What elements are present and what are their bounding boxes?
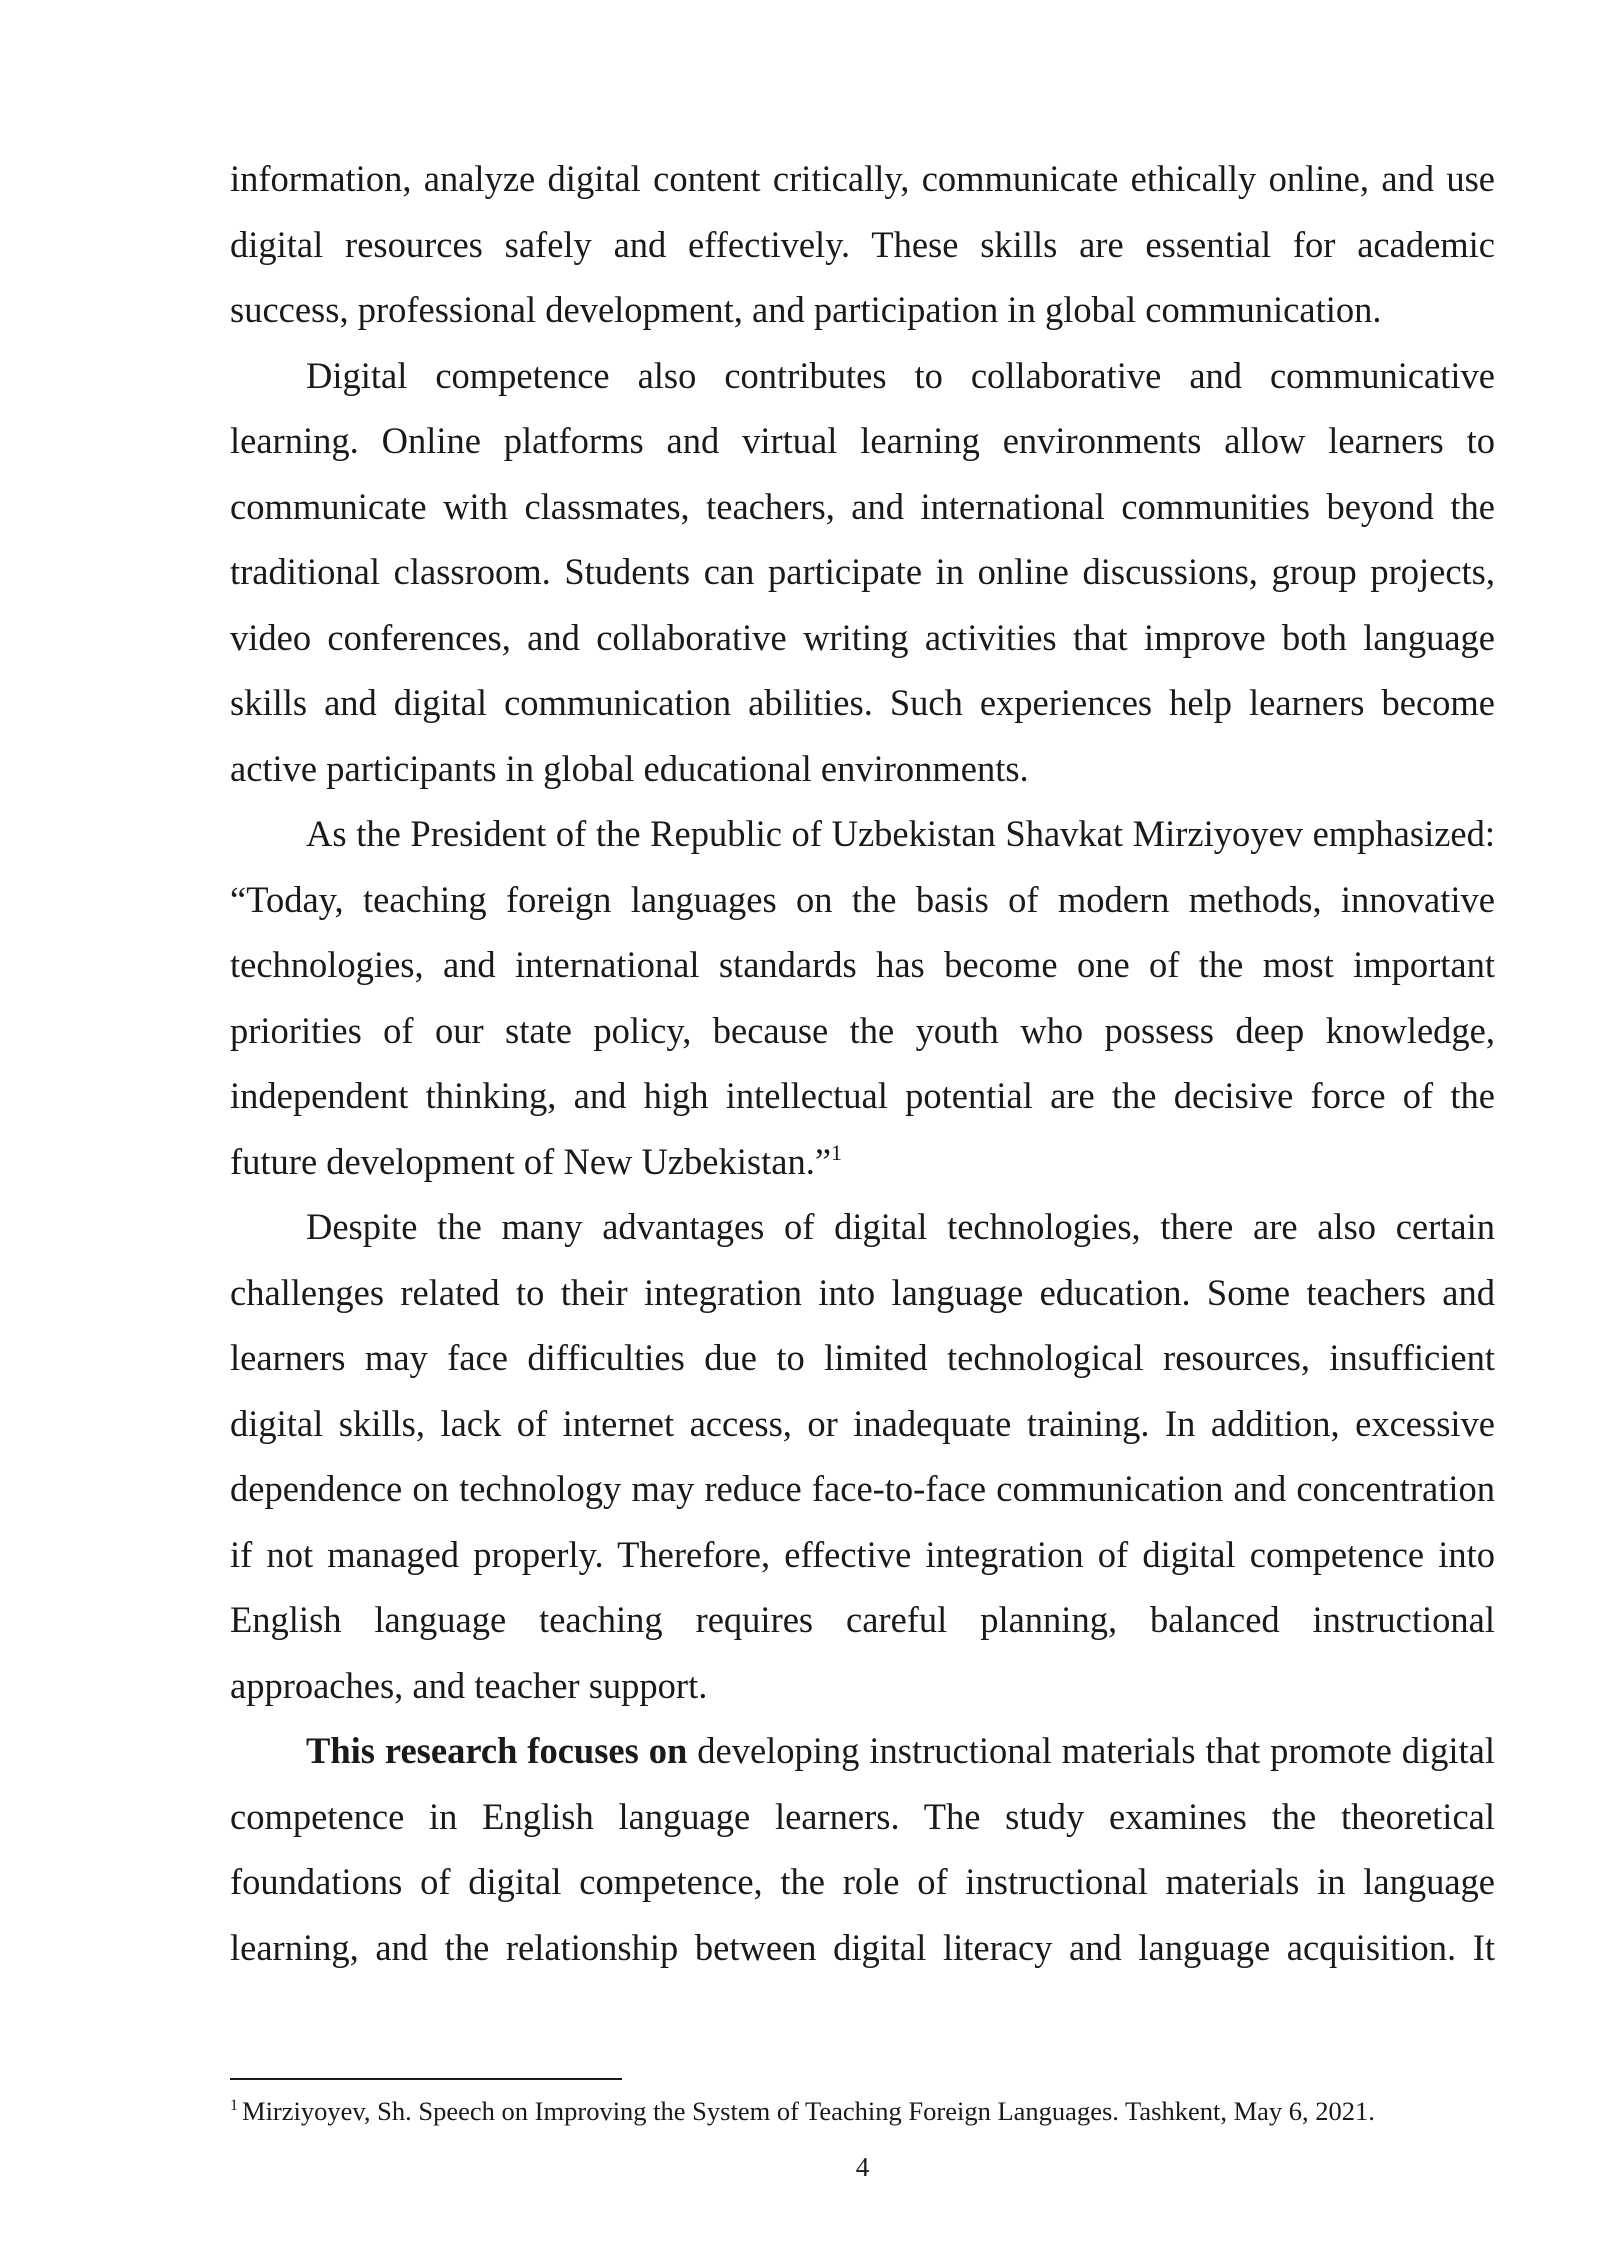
paragraph-5-text: developing instructional materials that promote digital competence in English language learners. The study examines the theoretical foundations of digital competence, the role of instructional materials in language learning, and the relationship between digital literacy and language acquisition. It	[230, 1730, 1495, 1968]
paragraph-5	[230, 1718, 1495, 1980]
paragraph-2	[230, 343, 1495, 802]
body-text	[230, 146, 1495, 1980]
footnote-reference: 1	[831, 1139, 843, 1165]
paragraph-2-text: Digital competence also contributes to collaborative and communicative learning. Online platforms and virtual learning environments allow learners to communicate with classmates, teachers, and international communities beyond the traditional classroom. Students can participate in online discussions, group projects, video conferences, and collaborative writing activities that improve both language skills and digital communication abilities. Such experiences help learners become active participants in global educational environments.	[230, 354, 1495, 789]
footnote-text: Mirziyoyev, Sh. Speech on Improving the System of Teaching Foreign Languages. Tashkent, May 6, 2021.	[242, 2096, 1375, 2126]
footnote	[230, 2094, 1495, 2128]
paragraph-1-text: information, analyze digital content critically, communicate ethically online, and use digital resources safely and effectively. These skills are essential for academic success, professional development, and participation in global communication.	[230, 158, 1495, 330]
page-number: 4	[855, 2152, 870, 2182]
paragraph-3-text: As the President of the Republic of Uzbekistan Shavkat Mirziyoyev emphasized: “Today, teaching foreign languages on the basis of modern methods, innovative technologies, and international standards has become one of the most important priorities of our state policy, because the youth who possess deep knowledge, independent thinking, and high intellectual potential are the decisive force of the future development of New Uzbekistan.”	[230, 813, 1495, 1182]
paragraph-3	[230, 801, 1495, 1194]
footnote-mark: 1	[230, 2097, 238, 2114]
footnote-separator	[230, 2078, 622, 2080]
paragraph-5-bold-lead: This research focuses on	[306, 1730, 688, 1771]
paragraph-1	[230, 146, 1495, 343]
paragraph-4-text: Despite the many advantages of digital technologies, there are also certain challenges related to their integration into language education. Some teachers and learners may face difficulties due to limited technological resources, insufficient digital skills, lack of internet access, or inadequate training. In addition, excessive dependence on technology may reduce face-to-face communication and concentration if not managed properly. Therefore, effective integration of digital competence into English language teaching requires careful planning, balanced instructional approaches, and teacher support.	[230, 1206, 1495, 1706]
paragraph-4	[230, 1194, 1495, 1718]
